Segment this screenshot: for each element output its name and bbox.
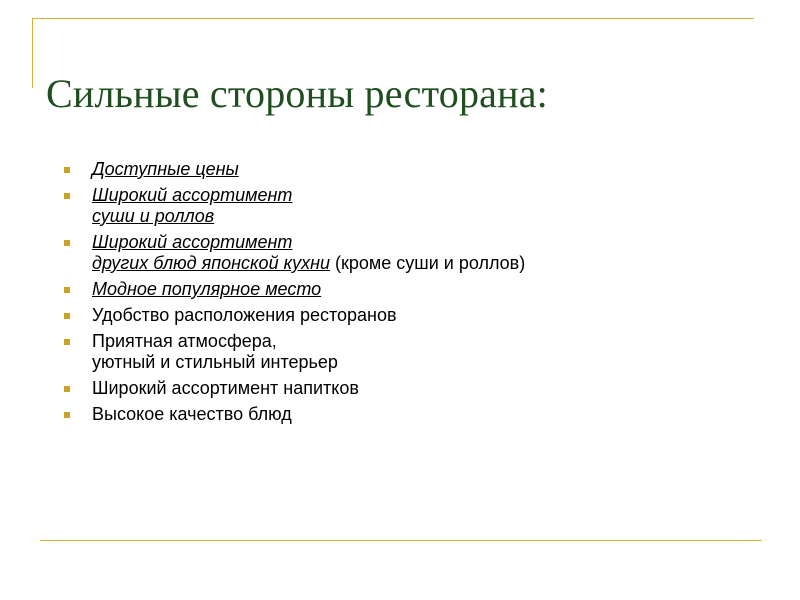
- bullet-link-text[interactable]: Широкий ассортимент: [92, 185, 293, 205]
- bullet-text: Приятная атмосфера,: [92, 331, 277, 351]
- bullet-item-atmosphere: [64, 331, 764, 373]
- bullet-link-text[interactable]: других блюд японской кухни: [92, 253, 330, 273]
- bullet-item-quality: [64, 404, 764, 425]
- square-bullet-icon: [64, 167, 70, 173]
- bullet-link-text[interactable]: Доступные цены: [92, 159, 239, 179]
- bullet-item-location: [64, 305, 764, 326]
- square-bullet-icon: [64, 193, 70, 199]
- bullet-mixed-line: [92, 253, 764, 274]
- square-bullet-icon: [64, 339, 70, 345]
- bullet-text: Широкий ассортимент напитков: [92, 378, 359, 398]
- bullet-link-text[interactable]: суши и роллов: [92, 206, 215, 226]
- square-bullet-icon: [64, 313, 70, 319]
- bullet-item-prices[interactable]: [64, 159, 764, 180]
- bullet-link-text[interactable]: Широкий ассортимент: [92, 232, 293, 252]
- bullet-text: Удобство расположения ресторанов: [92, 305, 397, 325]
- square-bullet-icon: [64, 240, 70, 246]
- slide-title: Сильные стороны ресторана:: [46, 71, 548, 116]
- bullet-link-text[interactable]: Модное популярное место: [92, 279, 322, 299]
- square-bullet-icon: [64, 412, 70, 418]
- frame-left-line: [32, 18, 33, 88]
- bullet-text: Высокое качество блюд: [92, 404, 292, 424]
- bullet-text: уютный и стильный интерьер: [92, 352, 338, 372]
- bullet-item-sushi-assortment[interactable]: [64, 185, 764, 227]
- bullet-item-drinks: [64, 378, 764, 399]
- bullet-plain-text: (кроме суши и роллов): [330, 253, 526, 273]
- bullet-item-popular-place[interactable]: [64, 279, 764, 300]
- square-bullet-icon: [64, 386, 70, 392]
- bullet-list: [64, 159, 764, 430]
- square-bullet-icon: [64, 287, 70, 293]
- bullet-item-japanese-dishes[interactable]: [64, 232, 764, 274]
- frame-top-line: [32, 18, 754, 19]
- frame-bottom-line: [40, 540, 762, 541]
